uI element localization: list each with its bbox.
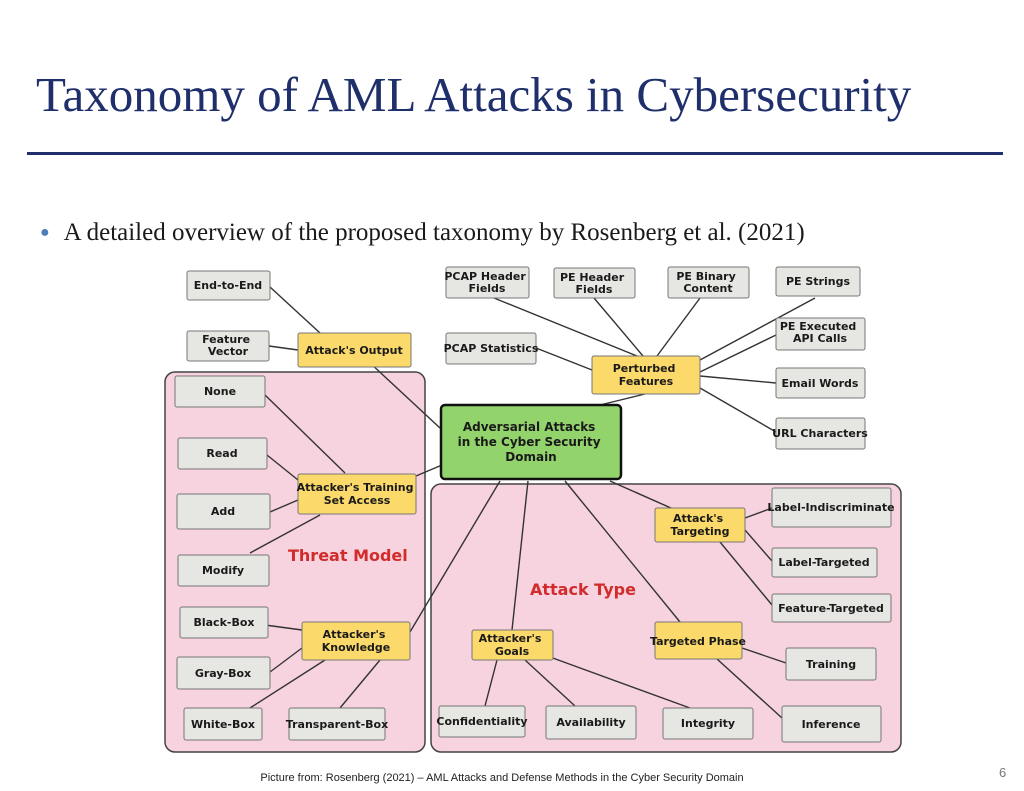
- white-box-node: White-Box: [190, 718, 256, 731]
- perturbed-features-node: Perturbed Features: [612, 362, 676, 388]
- bullet-text: A detailed overview of the proposed taxonomy by Rosenberg et al. (2021): [63, 219, 805, 246]
- attacks-output-node: Attack's Output: [305, 344, 403, 357]
- feature-vector-node: Feature Vector: [202, 333, 251, 358]
- training-node: Training: [805, 658, 857, 671]
- pcap-header-node: PCAP Header Fields: [444, 270, 526, 295]
- transparent-box-node: Transparent-Box: [285, 718, 389, 731]
- pe-header-node: PE Header Fields: [559, 271, 625, 296]
- url-characters-node: URL Characters: [772, 427, 868, 440]
- slide-title: Taxonomy of AML Attacks in Cybersecurity: [36, 67, 912, 122]
- add-node: Add: [210, 505, 236, 518]
- pe-binary-node: PE Binary Content: [676, 270, 736, 295]
- threat-model-label: Threat Model: [288, 546, 408, 565]
- root-node: Adversarial Attacks in the Cyber Security Domain: [457, 420, 601, 464]
- gray-box-node: Gray-Box: [194, 667, 252, 680]
- goals-node: Attacker's Goals: [478, 632, 542, 658]
- label-targeted-node: Label-Targeted: [778, 556, 870, 569]
- knowledge-node: Attacker's Knowledge: [321, 628, 391, 654]
- none-node: None: [203, 385, 237, 398]
- integrity-node: Integrity: [680, 717, 736, 730]
- attack-type-label: Attack Type: [530, 580, 636, 599]
- label-indiscriminate-node: Label-Indiscriminate: [767, 501, 895, 514]
- picture-source-footer: Picture from: Rosenberg (2021) – AML Attacks and Defense Methods in the Cyber Security Domain: [260, 772, 744, 784]
- email-words-node: Email Words: [781, 377, 859, 390]
- black-box-node: Black-Box: [193, 616, 255, 629]
- pe-api-calls-node: PE Executed API Calls: [779, 320, 857, 345]
- availability-node: Availability: [556, 716, 626, 729]
- feature-targeted-node: Feature-Targeted: [778, 602, 884, 615]
- training-access-node: Attacker's Training Set Access: [296, 481, 414, 507]
- read-node: Read: [206, 447, 238, 460]
- targeting-node: Attack's Targeting: [670, 512, 730, 538]
- page-number: 6: [999, 765, 1007, 780]
- targeted-phase-node: Targeted Phase: [649, 635, 747, 648]
- pe-strings-node: PE Strings: [785, 275, 851, 288]
- inference-node: Inference: [801, 718, 861, 731]
- end-to-end-node: End-to-End: [193, 279, 263, 292]
- bullet-dot-icon: ●: [40, 224, 50, 241]
- pcap-statistics-node: PCAP Statistics: [443, 342, 539, 355]
- confidentiality-node: Confidentiality: [436, 715, 528, 728]
- modify-node: Modify: [201, 564, 245, 577]
